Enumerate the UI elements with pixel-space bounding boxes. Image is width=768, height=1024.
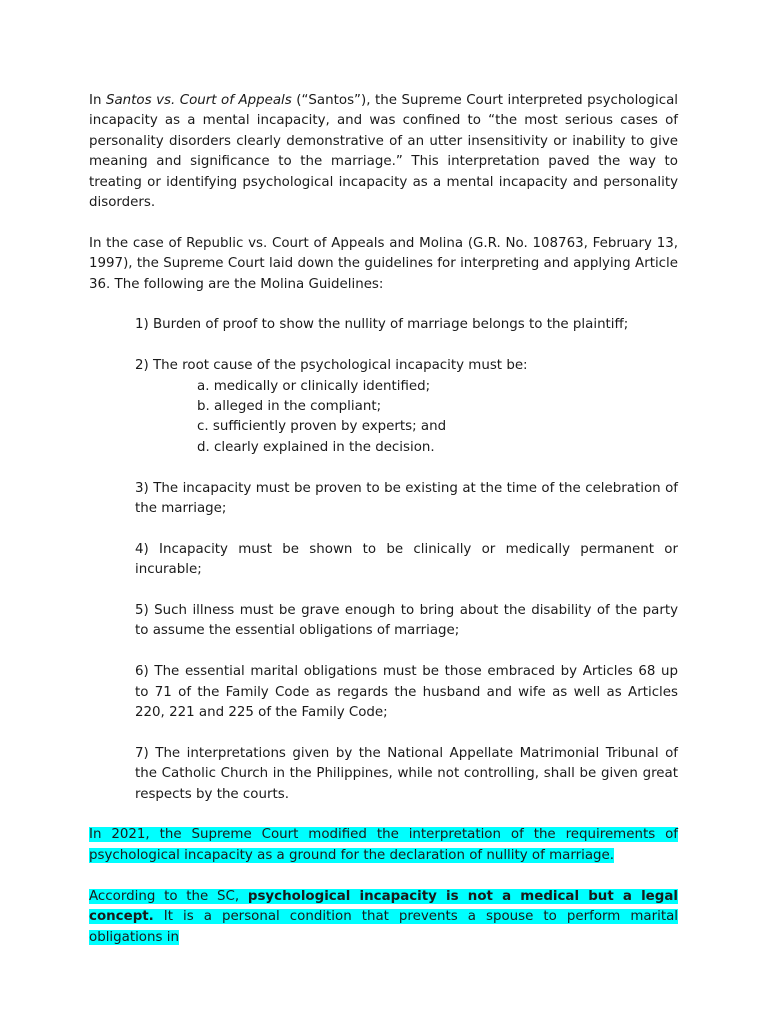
molina-guidelines-list <box>89 315 678 805</box>
document-page <box>89 91 678 948</box>
guideline-5: 5) Such illness must be grave enough to bring about the disability of the party to assume the essential obligations of marriage; <box>135 603 678 639</box>
guideline-2a: a. medically or clinically identified; <box>197 378 431 394</box>
highlighted-text: In 2021, the Supreme Court modified the interpretation of the requirements of psychological incapacity as a ground for the declaration of nullity of marriage. <box>89 827 678 863</box>
case-name: Santos vs. Court of Appeals <box>105 93 292 108</box>
highlighted-text: According to the SC, psychological incapacity is not a medical but a legal concept. It is a personal condition that prevents a spouse to perform marital obligations in <box>89 888 678 945</box>
guideline-2: 2) The root cause of the psychological incapacity must be: <box>135 358 528 374</box>
guideline-2b: b. alleged in the compliant; <box>197 399 382 415</box>
guideline-1: 1) Burden of proof to show the nullity of marriage belongs to the plaintiff; <box>135 317 629 333</box>
bold-statement: psychological incapacity is not a medical but a legal concept. <box>89 888 678 925</box>
guideline-4: 4) Incapacity must be shown to be clinically or medically permanent or incurable; <box>135 541 678 578</box>
guideline-6: 6) The essential marital obligations must be those embraced by Articles 68 up to 71 of the Family Code as regards the husband and wife as well as Articles 220, 221 and 225 of the Family Code; <box>135 664 678 721</box>
guideline-7: 7) The interpretations given by the National Appellate Matrimonial Tribunal of the Catholic Church in the Philippines, while not controlling, shall be given great respects by the courts. <box>135 745 678 802</box>
paragraph-santos: In Santos vs. Court of Appeals (“Santos”), the Supreme Court interpreted psychological incapacity as a mental incapacity, and was confined to “the most serious cases of personality disorders clearly demonstrative of an utter insensitivity or inability to give meaning and significance to the marriage.” This interpretation paved the way to treating or identifying psychological incapacity as a mental incapacity and personality disorders. <box>89 93 678 211</box>
guideline-2d: d. clearly explained in the decision. <box>197 439 435 455</box>
paragraph-legal-concept <box>89 887 678 948</box>
guideline-2c: c. sufficiently proven by experts; and <box>197 419 447 435</box>
paragraph-2021 <box>89 825 678 866</box>
guideline-3: 3) The incapacity must be proven to be existing at the time of the celebration of the marriage; <box>135 480 678 517</box>
paragraph-molina: In the case of Republic vs. Court of Appeals and Molina (G.R. No. 108763, February 13, 1997), the Supreme Court laid down the guidelines for interpreting and applying Article 36. The following are the Molina Guidelines: <box>89 235 678 292</box>
